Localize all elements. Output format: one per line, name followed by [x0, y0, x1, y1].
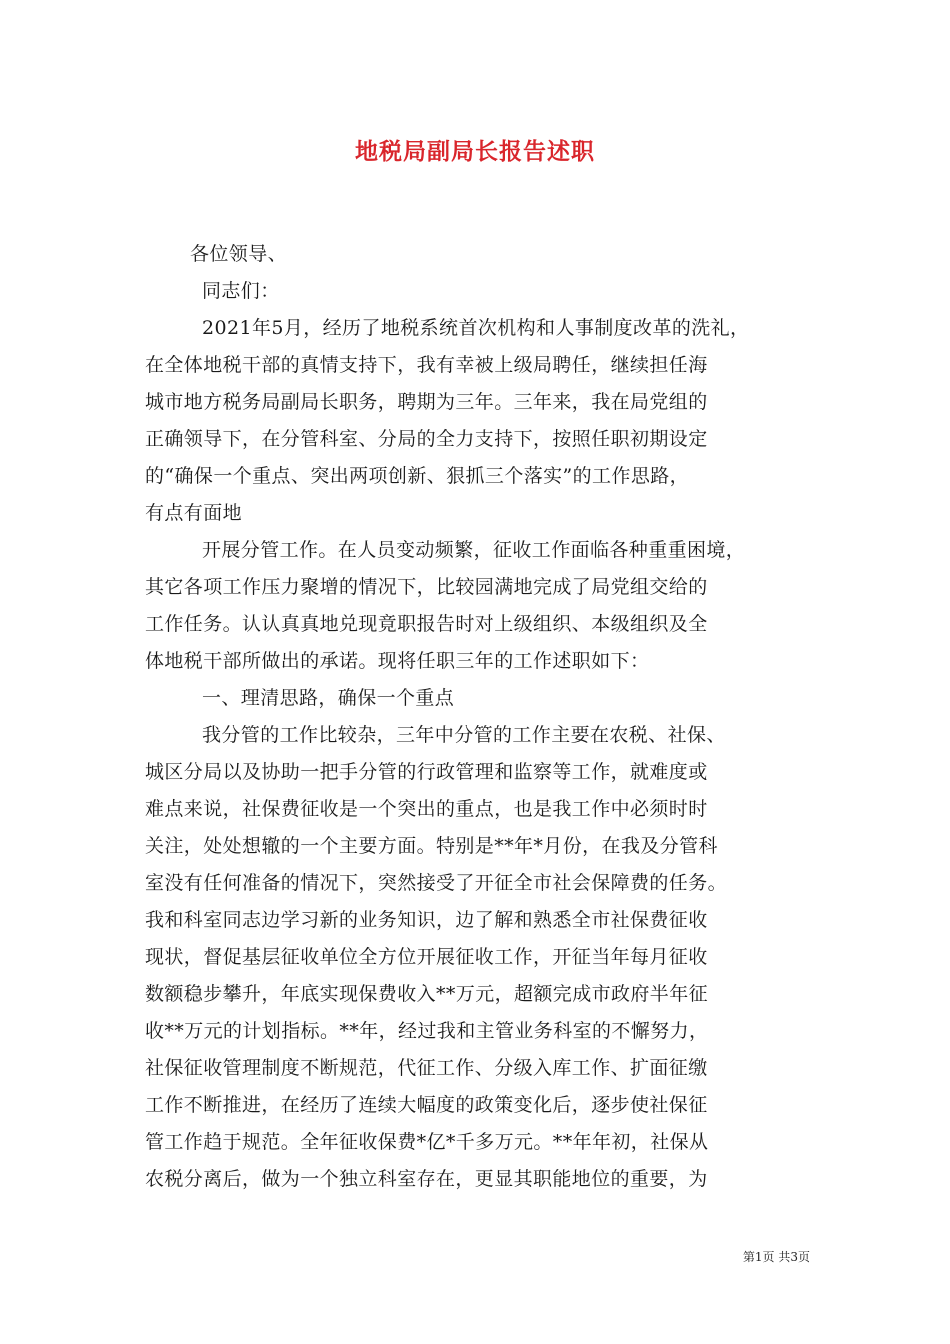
page-footer: 第1页 共3页 — [742, 1250, 810, 1264]
paragraph-line: 同志们： — [202, 280, 280, 302]
paragraph-line: 室没有任何准备的情况下，突然接受了开征全市社会保障费的任务。 — [145, 872, 728, 894]
document-body — [145, 236, 815, 1198]
paragraph-line: 工作不断推进，在经历了连续大幅度的政策变化后，逐步使社保征 — [145, 1094, 708, 1116]
paragraph-line: 城区分局以及协助一把手分管的行政管理和监察等工作，就难度或 — [145, 761, 708, 783]
paragraph-line: 我分管的工作比较杂，三年中分管的工作主要在农税、社保、 — [202, 724, 726, 746]
paragraph-line: 数额稳步攀升，年底实现保费收入**万元，超额完成市政府半年征 — [145, 983, 709, 1005]
paragraph-line: 一、理清思路，确保一个重点 — [202, 687, 455, 709]
paragraph-line: 在全体地税干部的真情支持下，我有幸被上级局聘任，继续担任海 — [145, 354, 708, 376]
paragraph-line: 各位领导、 — [190, 243, 288, 265]
paragraph-line: 我和科室同志边学习新的业务知识，边了解和熟悉全市社保费征收 — [145, 909, 708, 931]
paragraph-line: 其它各项工作压力聚增的情况下，比较园满地完成了局党组交给的 — [145, 576, 708, 598]
paragraph-line: 工作任务。认认真真地兑现竟职报告时对上级组织、本级组织及全 — [145, 613, 708, 635]
paragraph-line: 收**万元的计划指标。**年，经过我和主管业务科室的不懈努力， — [145, 1020, 709, 1042]
paragraph-line: 体地税干部所做出的承诺。现将任职三年的工作述职如下： — [145, 650, 650, 672]
paragraph-line: 正确领导下，在分管科室、分局的全力支持下，按照任职初期设定 — [145, 428, 708, 450]
paragraph-line: 社保征收管理制度不断规范，代征工作、分级入库工作、扩面征缴 — [145, 1057, 708, 1079]
paragraph-line: 有点有面地 — [145, 502, 243, 524]
paragraph-line: 管工作趋于规范。全年征收保费*亿*千多万元。**年年初，社保从 — [145, 1131, 709, 1153]
paragraph-line: 2021年5月，经历了地税系统首次机构和人事制度改革的洗礼， — [202, 317, 750, 339]
paragraph-line: 关注，处处想辙的一个主要方面。特别是**年*月份，在我及分管科 — [145, 835, 718, 857]
paragraph-line: 现状，督促基层征收单位全方位开展征收工作，开征当年每月征收 — [145, 946, 708, 968]
paragraph-line: 的“确保一个重点、突出两项创新、狠抓三个落实”的工作思路， — [145, 465, 690, 487]
page-title: 地税局副局长报告述职 — [355, 138, 595, 165]
paragraph-line: 农税分离后，做为一个独立科室存在，更显其职能地位的重要，为 — [145, 1168, 708, 1190]
paragraph-line: 开展分管工作。在人员变动频繁，征收工作面临各种重重困境， — [202, 539, 746, 561]
paragraph-line: 难点来说，社保费征收是一个突出的重点，也是我工作中必须时时 — [145, 798, 708, 820]
paragraph-line: 城市地方税务局副局长职务，聘期为三年。三年来，我在局党组的 — [145, 391, 708, 413]
